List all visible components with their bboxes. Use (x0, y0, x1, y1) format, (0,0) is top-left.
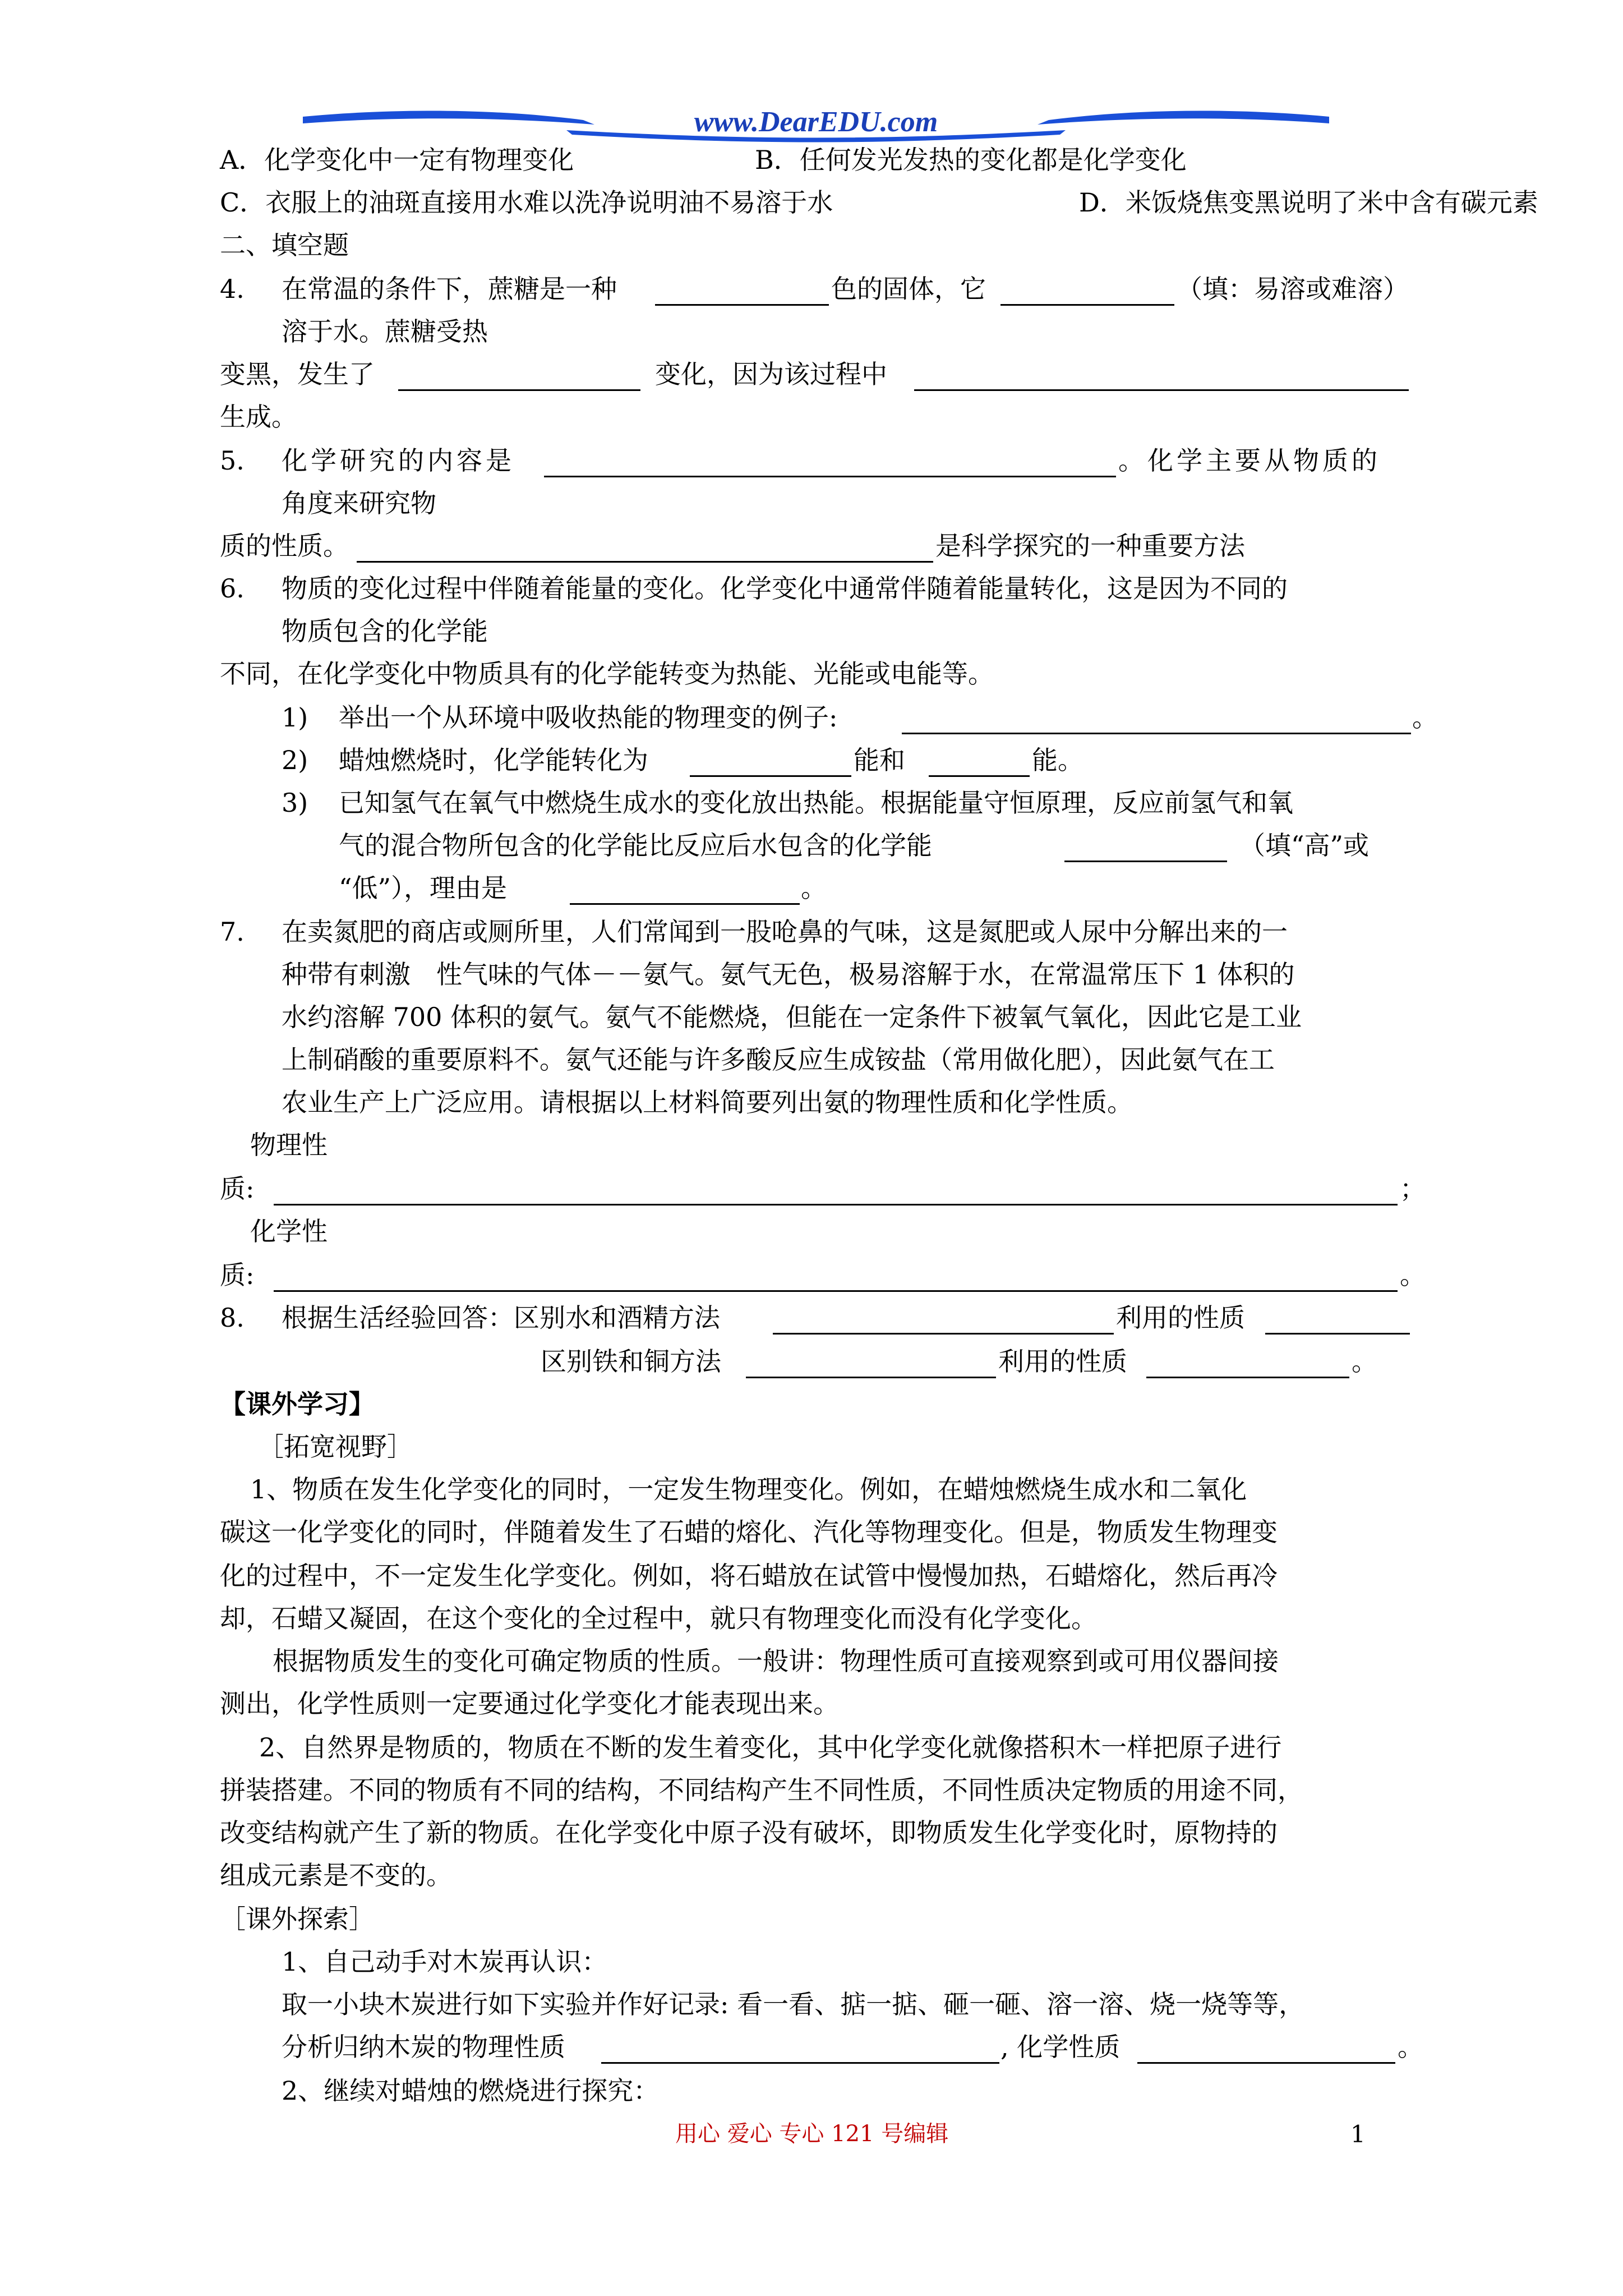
q7-text: 水约溶解 700 体积的氨气。氨气不能燃烧，但能在一定条件下被氧气氧化，因此它是工业 (282, 1002, 1302, 1032)
q4-text: 变黑，发生了 (220, 359, 375, 389)
q7-physical-label: 质: (220, 1174, 255, 1204)
q7-text: 种带有刺激 性气味的气体－－氨气。氨气无色，极易溶解于水，在常温常压下 1 体积的 (282, 959, 1295, 990)
q7-physical-blank (274, 1204, 1398, 1205)
q6-sub2-text: 能和 (854, 745, 905, 775)
question-number: 6. (220, 573, 245, 604)
paragraph-line: 分析归纳木炭的物理性质 (282, 2032, 565, 2062)
q5-text: 化学研究的内容是 (282, 445, 515, 476)
q4-blank-change (398, 389, 640, 391)
q7-text: 上制硝酸的重要原料不。氨气还能与许多酸反应生成铵盐（常用做化肥），因此氨气在工 (282, 1045, 1275, 1075)
section-heading: 二、填空题 (220, 230, 349, 260)
q4-blank-solubility (1000, 304, 1174, 306)
question-number: 5. (220, 445, 245, 476)
q5-blank-method (357, 561, 933, 563)
q6-sub2-blank2 (929, 775, 1030, 777)
paragraph-line: 化的过程中，不一定发生化学变化。例如，将石蜡放在试管中慢慢加热，石蜡熔化，然后再冷 (220, 1561, 1278, 1591)
sub-number: 3) (282, 788, 308, 818)
question-number: 8. (220, 1303, 245, 1333)
q6-text: 不同，在化学变化中物质具有的化学能转变为热能、光能或电能等。 (220, 659, 994, 689)
subsection-title: ［课外探索］ (220, 1904, 375, 1934)
choice-d: D．米饭烧焦变黑说明了米中含有碳元素 (1079, 187, 1538, 218)
paragraph-line: 改变结构就产生了新的物质。在化学变化中原子没有破坏，即物质发生化学变化时，原物持的 (220, 1818, 1278, 1848)
q4-text: 生成。 (220, 402, 297, 432)
q6-sub1-text: 举出一个从环境中吸收热能的物理变的例子: (339, 702, 838, 733)
q4-text: 在常温的条件下，蔗糖是一种 (282, 274, 617, 304)
choice-b: B．任何发光发热的变化都是化学变化 (755, 145, 1187, 175)
q8-blank-property2 (1146, 1377, 1349, 1378)
paragraph-line: 取一小块木炭进行如下实验并作好记录: 看一看、掂一掂、砸一砸、溶一溶、烧一烧等等， (282, 1989, 1305, 2019)
paragraph-line: 根据物质发生的变化可确定物质的性质。一般讲：物理性质可直接观察到或可用仪器间接 (273, 1646, 1279, 1676)
q7-text: 在卖氮肥的商店或厕所里，人们常闻到一股呛鼻的气味，这是氮肥或人尿中分解出来的一 (282, 917, 1288, 947)
q6-text: 物质的变化过程中伴随着能量的变化。化学变化中通常伴随着能量转化，这是因为不同的 (282, 573, 1288, 604)
paragraph-line: 1、物质在发生化学变化的同时，一定发生物理变化。例如，在蜡烛燃烧生成水和二氧化 (250, 1474, 1247, 1504)
q5-text: 角度来研究物 (282, 488, 436, 518)
q4-blank-reason (914, 389, 1409, 391)
paragraph-line: 拼装搭建。不同的物质有不同的结构，不同结构产生不同性质，不同性质决定物质的用途不同， (220, 1775, 1303, 1805)
q4-blank-color (655, 304, 829, 306)
sub-number: 2) (282, 745, 308, 775)
q8-blank-method1 (773, 1333, 1114, 1335)
q8-blank-method2 (746, 1377, 996, 1378)
q7-physical-end: ； (1400, 1174, 1426, 1204)
q6-sub1-end: 。 (1412, 702, 1438, 733)
question-number: 7. (220, 917, 245, 947)
paragraph-line: 却，石蜡又凝固，在这个变化的全过程中，就只有物理变化而没有化学变化。 (220, 1603, 1097, 1634)
q7-chemical-label: 质: (220, 1260, 255, 1290)
q5-text: 是科学探究的一种重要方法 (935, 531, 1245, 561)
q5-text: 。化学主要从物质的 (1118, 445, 1381, 476)
dearedu-logo (303, 107, 1329, 146)
q6-sub3-text: 已知氢气在氧气中燃烧生成水的变化放出热能。根据能量守恒原理，反应前氢气和氧 (339, 788, 1293, 818)
charcoal-chemical-blank (1137, 2062, 1395, 2064)
q6-sub2-blank1 (690, 775, 851, 777)
q6-sub2-text: 能。 (1032, 745, 1083, 775)
paragraph-line: 。 (1398, 2032, 1423, 2062)
q6-sub3-blank2 (570, 903, 800, 905)
q6-sub3-text: “低”），理由是 (339, 873, 508, 903)
q8-blank-property1 (1265, 1333, 1410, 1335)
paragraph-line: 组成元素是不变的。 (220, 1860, 452, 1890)
q4-text: 溶于水。蔗糖受热 (282, 316, 488, 347)
q4-text: 色的固体，它 (831, 274, 986, 304)
q6-sub3-text: 气的混合物所包含的化学能比反应后水包含的化学能 (339, 830, 932, 861)
q7-chemical-blank (274, 1290, 1398, 1292)
q8-text: 根据生活经验回答：区别水和酒精方法 (282, 1303, 720, 1333)
q5-blank-content (544, 476, 1116, 477)
q4-text: （填：易溶或难溶） (1177, 274, 1409, 304)
footer-text: 用心 爱心 专心 121 号编辑 (675, 2121, 949, 2147)
q6-sub3-end: 。 (801, 873, 827, 903)
q7-text: 农业生产上广泛应用。请根据以上材料简要列出氨的物理性质和化学性质。 (282, 1087, 1133, 1117)
paragraph-line: 2、自然界是物质的，物质在不断的发生着变化，其中化学变化就像搭积木一样把原子进行 (259, 1732, 1282, 1763)
paragraph-line: , 化学性质 (1000, 2032, 1121, 2062)
q6-text: 物质包含的化学能 (282, 616, 488, 646)
q6-sub2-text: 蜡烛燃烧时，化学能转化为 (339, 745, 648, 775)
paragraph-line: 测出，化学性质则一定要通过化学变化才能表现出来。 (220, 1688, 839, 1719)
q8-text: 利用的性质 (998, 1346, 1127, 1377)
q6-sub3-blank1 (1064, 861, 1227, 862)
q5-text: 质的性质。 (220, 531, 349, 561)
paragraph-line: 碳这一化学变化的同时，伴随着发生了石蜡的熔化、汽化等物理变化。但是，物质发生物理变 (220, 1517, 1278, 1547)
page-number: 1 (1350, 2120, 1366, 2148)
q7-physical-label: 物理性 (250, 1130, 328, 1160)
q7-chemical-end: 。 (1400, 1260, 1426, 1290)
subsection-title: ［拓宽视野］ (258, 1432, 413, 1462)
paragraph-line: 1、自己动手对木炭再认识： (282, 1947, 608, 1977)
charcoal-physical-blank (601, 2062, 999, 2064)
q6-sub3-text: （填“高”或 (1239, 830, 1370, 861)
q8-text: 利用的性质 (1116, 1303, 1245, 1333)
choice-a: A．化学变化中一定有物理变化 (220, 145, 574, 175)
q8-end: 。 (1352, 1346, 1377, 1377)
svg-text:www.DearEDU.com: www.DearEDU.com (694, 107, 938, 138)
paragraph-line: 2、继续对蜡烛的燃烧进行探究： (282, 2076, 660, 2106)
choice-c: C．衣服上的油斑直接用水难以洗净说明油不易溶于水 (220, 187, 833, 218)
section-title: 【课外学习】 (220, 1389, 375, 1419)
q7-chemical-label: 化学性 (250, 1216, 328, 1246)
q8-text: 区别铁和铜方法 (541, 1346, 721, 1377)
question-number: 4. (220, 274, 245, 304)
q6-sub1-blank (902, 733, 1411, 734)
q4-text: 变化，因为该过程中 (655, 359, 887, 389)
sub-number: 1) (282, 702, 308, 733)
